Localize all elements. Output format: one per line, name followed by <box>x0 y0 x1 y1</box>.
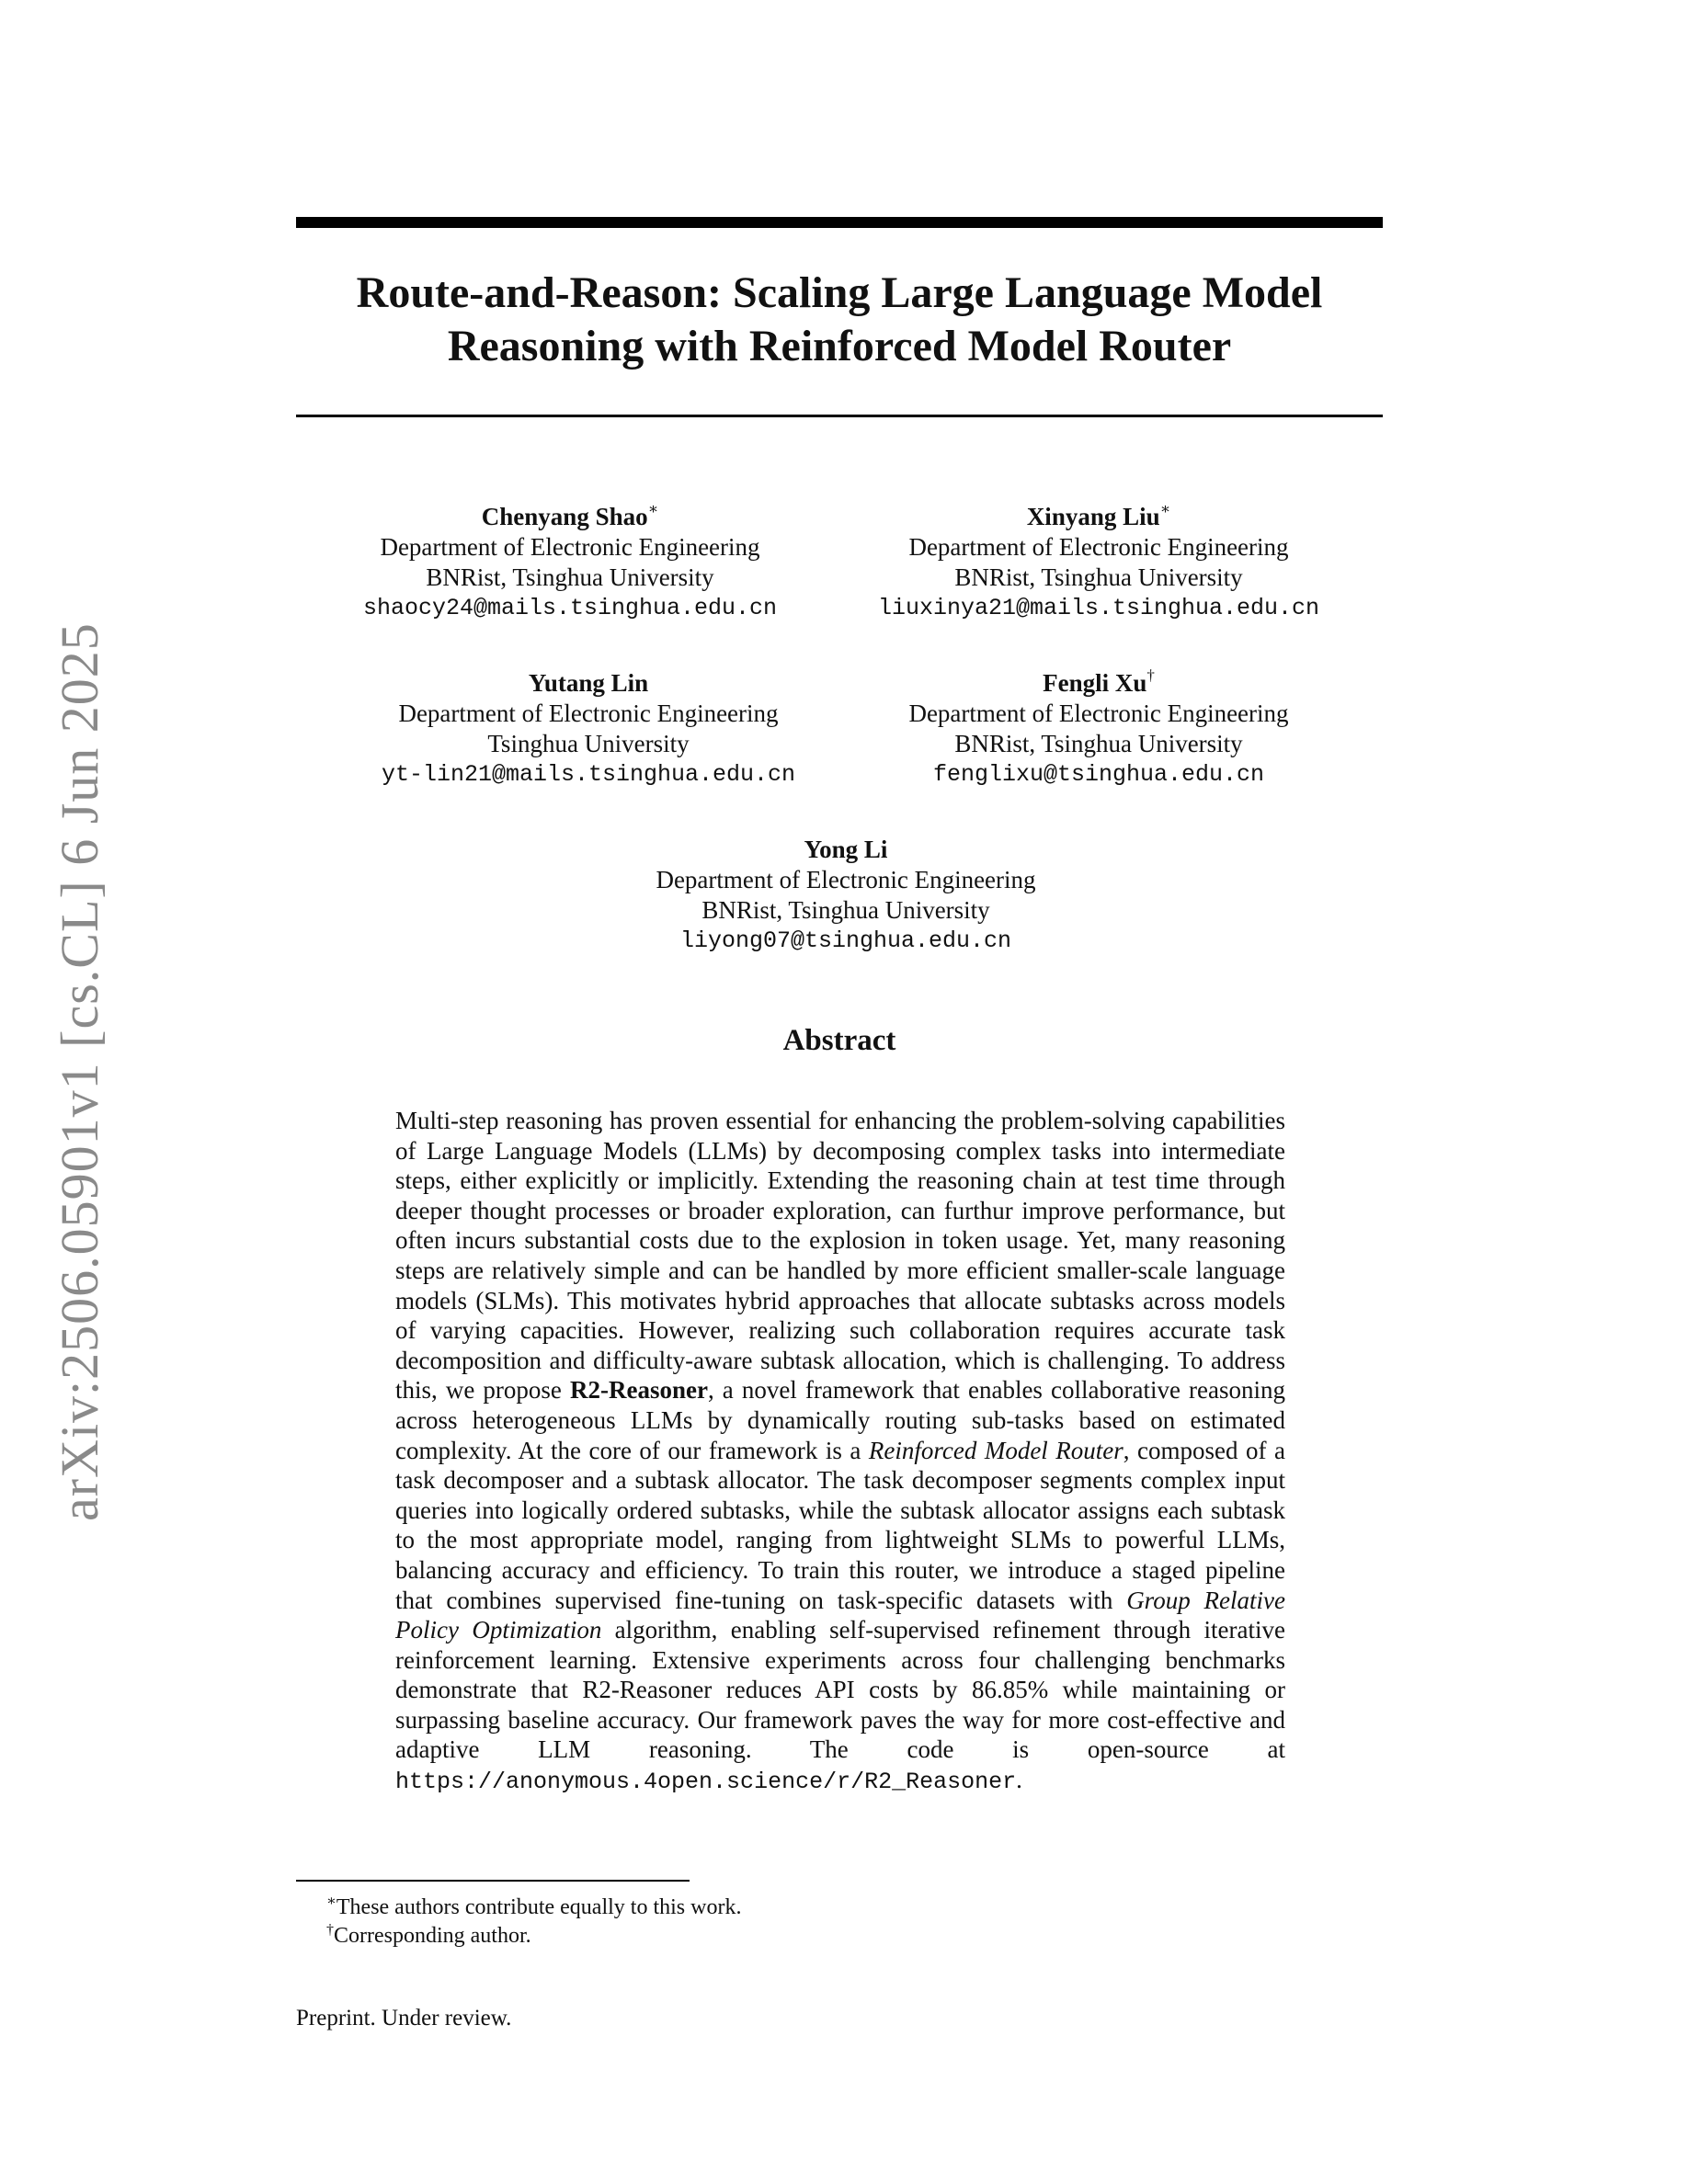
abstract-bold-term: R2-Reasoner <box>569 1376 708 1405</box>
author-department: Department of Electronic Engineering <box>656 866 1036 893</box>
author-mark: † <box>1146 666 1155 684</box>
author-email: liyong07@tsinghua.edu.cn <box>679 927 1012 954</box>
abstract-text: . <box>1016 1766 1022 1794</box>
author-block <box>588 826 1103 956</box>
author-block <box>860 660 1338 790</box>
author-affiliation: Tsinghua University <box>487 730 690 757</box>
author-email: yt-lin21@mails.tsinghua.edu.cn <box>381 761 796 788</box>
title-line-1: Route-and-Reason: Scaling Large Language Model <box>356 268 1323 317</box>
abstract-heading: Abstract <box>782 1024 896 1057</box>
footnote-text: Corresponding author. <box>334 1924 531 1948</box>
author-email: shaocy24@mails.tsinghua.edu.cn <box>362 595 778 621</box>
author-name: Yong Li <box>804 836 888 863</box>
abstract-italic-term: Reinforced Model Router <box>868 1436 1123 1464</box>
author-mark: ∗ <box>647 500 659 518</box>
author-name: Xinyang Liu <box>1026 503 1160 530</box>
abstract-body <box>395 1106 1285 1798</box>
author-affiliation: BNRist, Tsinghua University <box>954 563 1243 591</box>
footnote-rule <box>296 1880 690 1882</box>
abstract-text: algorithm, enabling self-supervised refinement through iterative reinforcement learning. Extensive experiments across four challenging benchmarks demonstrate that R2-Reasoner reduces API costs by 86.85% while maintaining or surpassing baseline accuracy. Our framework paves the way for more cost-effective and adaptive LLM reasoning. The code is open-source at <box>395 1616 1285 1764</box>
abstract-text: , composed of a task decomposer and a subtask allocator. The task decomposer segments complex input queries into logically ordered subtasks, while the subtask allocator assigns each subtask to the most appropriate model, ranging from lightweight SLMs to powerful LLMs, balancing accuracy and efficiency. To train this router, we introduce a staged pipeline that combines supervised fine-tuning on task-specific datasets with <box>395 1436 1286 1614</box>
code-url-link[interactable]: https://anonymous.4open.science/r/R2_Reasoner <box>395 1769 1017 1796</box>
author-block <box>860 494 1338 623</box>
abstract-text: Multi-step reasoning has proven essential for enhancing the problem-solving capabilities of Large Language Models (LLMs) by decomposing complex tasks into intermediate steps, either explicitly or implicitly. Extending the reasoning chain at test time through deeper thought processes or broader exploration, can furthur improve performance, but often incurs substantial costs due to the explosion in token usage. Yet, many reasoning steps are relatively simple and can be handled by more efficient smaller-scale language models (SLMs). This motivates hybrid approaches that allocate subtasks across models of varying capacities. However, realizing such collaboration requires accurate task decomposition and difficulty-aware subtask allocation, which is challenging. To address this, we propose <box>395 1107 1285 1405</box>
preprint-note: Preprint. Under review. <box>296 2006 512 2030</box>
author-affiliation: BNRist, Tsinghua University <box>426 563 714 591</box>
footnote <box>326 1917 531 1950</box>
author-department: Department of Electronic Engineering <box>908 700 1289 727</box>
title-line-2: Reasoning with Reinforced Model Router <box>447 322 1232 370</box>
footnote-text: These authors contribute equally to this work. <box>336 1895 742 1919</box>
author-block <box>349 494 791 623</box>
abstract-text: , a novel framework that enables collaborative reasoning across heterogeneous LLMs by dynamically routing sub-tasks based on estimated complexity. At the core of our framework is a <box>395 1376 1285 1464</box>
footnote-mark: † <box>326 1922 334 1938</box>
author-email: liuxinya21@mails.tsinghua.edu.cn <box>877 595 1320 621</box>
paper-title <box>296 267 1383 373</box>
footnote-mark: ∗ <box>326 1894 336 1909</box>
author-department: Department of Electronic Engineering <box>398 700 779 727</box>
title-bottom-rule <box>296 415 1383 417</box>
title-top-rule <box>296 217 1383 228</box>
author-name: Chenyang Shao <box>481 503 648 530</box>
abstract-italic-term: Group Relative Policy Optimization <box>395 1586 1285 1644</box>
author-name: Fengli Xu <box>1043 669 1147 697</box>
author-email: fenglixu@tsinghua.edu.cn <box>932 761 1265 788</box>
author-name: Yutang Lin <box>528 669 649 697</box>
author-affiliation: BNRist, Tsinghua University <box>701 896 990 924</box>
author-mark: ∗ <box>1159 500 1171 518</box>
arxiv-side-stamp: arXiv:2506.05901v1 [cs.CL] 6 Jun 2025 <box>50 622 109 1521</box>
author-department: Department of Electronic Engineering <box>380 533 760 561</box>
author-department: Department of Electronic Engineering <box>908 533 1289 561</box>
author-affiliation: BNRist, Tsinghua University <box>954 730 1243 757</box>
author-block <box>349 660 827 790</box>
